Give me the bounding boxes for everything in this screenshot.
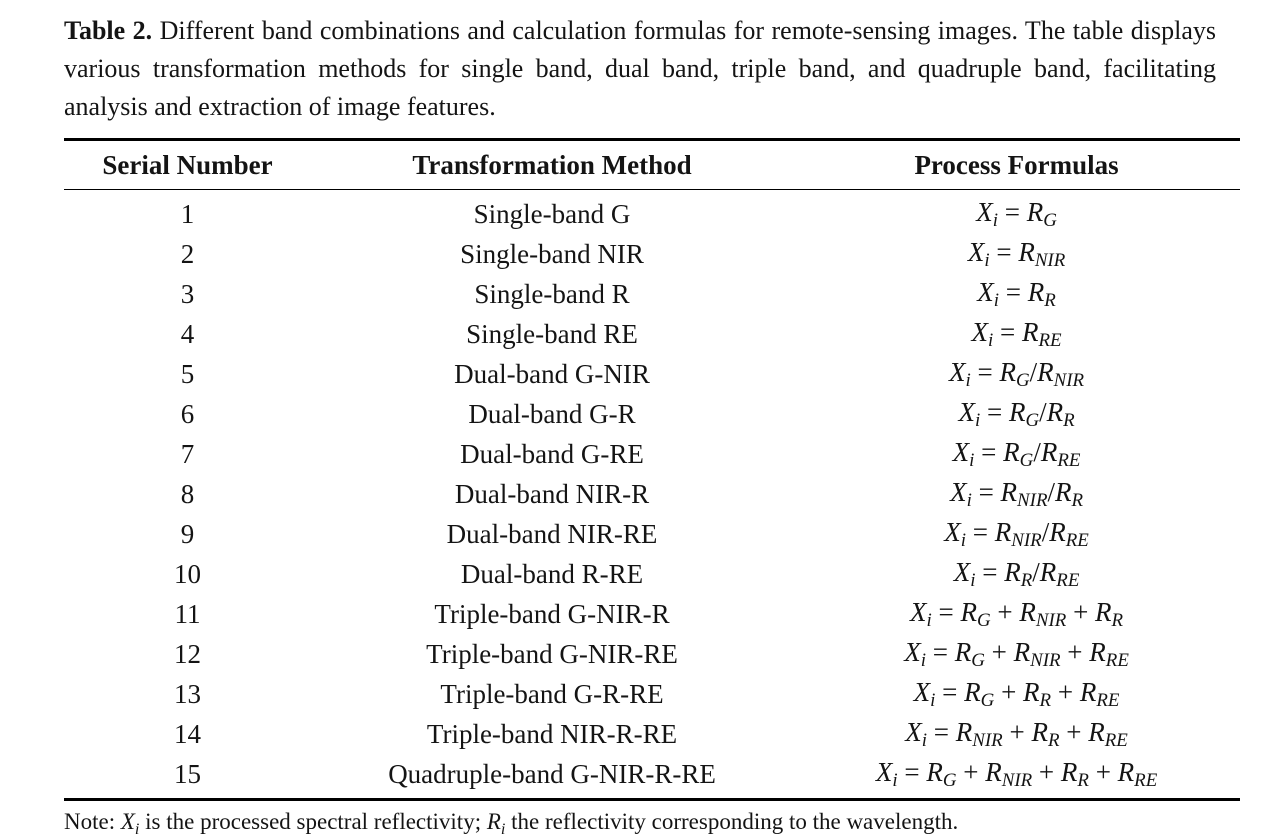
process-formula-cell: $X_i = R_{NIR} + R_R + R_{RE}$ xyxy=(905,717,1128,752)
process-formula-cell: $X_i = R_{NIR}/R_{RE}$ xyxy=(944,517,1089,552)
col-header-serial-number: Serial Number xyxy=(64,140,311,190)
table-caption xyxy=(64,12,1216,126)
band-combinations-table xyxy=(64,138,1240,801)
process-formula-cell: $X_i = R_R$ xyxy=(977,277,1056,312)
transformation-method-cell: Triple-band G-NIR-R xyxy=(434,599,670,629)
serial-number-cell: 5 xyxy=(180,359,195,389)
serial-number-cell: 10 xyxy=(173,559,201,589)
serial-number-cell: 7 xyxy=(180,439,195,469)
process-formula-cell: $X_i = R_G/R_R$ xyxy=(958,397,1075,432)
table-body xyxy=(64,190,1240,800)
transformation-method-cell: Triple-band NIR-R-RE xyxy=(426,719,678,749)
transformation-method-cell: Quadruple-band G-NIR-R-RE xyxy=(388,759,716,789)
table-row xyxy=(64,594,1240,634)
transformation-method-cell: Dual-band G-NIR xyxy=(454,359,650,389)
transformation-method-cell: Single-band G xyxy=(473,199,631,229)
table-row xyxy=(64,754,1240,800)
table-row xyxy=(64,354,1240,394)
transformation-method-cell: Dual-band R-RE xyxy=(460,559,644,589)
transformation-method-cell: Triple-band G-NIR-RE xyxy=(426,639,678,669)
transformation-method-cell: Single-band R xyxy=(474,279,630,309)
serial-number-cell: 11 xyxy=(174,599,201,629)
table-row xyxy=(64,634,1240,674)
process-formula-cell: $X_i = R_{NIR}/R_R$ xyxy=(950,477,1084,512)
process-formula-cell: $X_i = R_{RE}$ xyxy=(971,317,1062,352)
serial-number-cell: 6 xyxy=(180,399,195,429)
transformation-method-cell: Dual-band G-R xyxy=(468,399,636,429)
transformation-method-cell: Single-band NIR xyxy=(460,239,644,269)
process-formula-cell: $X_i = R_{NIR}$ xyxy=(967,237,1066,272)
caption-label: Table 2. xyxy=(64,16,153,45)
caption-text: Different band combinations and calculation formulas for remote-sensing images. The table displays various transformation methods for single band, dual band, triple band, and quadruple band, facilitating analysis and extraction of image features. xyxy=(64,16,1217,121)
serial-number-cell: 4 xyxy=(180,319,195,349)
process-formula-cell: $X_i = R_R/R_{RE}$ xyxy=(953,557,1080,592)
transformation-method-cell: Dual-band G-RE xyxy=(460,439,644,469)
table-note: Note: $X_i$ is the processed spectral reflectivity; $R_i$ the reflectivity corresponding to the wavelength. xyxy=(64,809,959,838)
process-formula-cell: $X_i = R_G/R_{RE}$ xyxy=(952,437,1081,472)
table-row xyxy=(64,554,1240,594)
table-row xyxy=(64,674,1240,714)
serial-number-cell: 8 xyxy=(180,479,195,509)
col-header-process-formulas: Process Formulas xyxy=(793,140,1240,190)
table-row xyxy=(64,434,1240,474)
table-row xyxy=(64,314,1240,354)
table-row xyxy=(64,514,1240,554)
transformation-method-cell: Single-band RE xyxy=(466,319,638,349)
table-row xyxy=(64,394,1240,434)
table-row xyxy=(64,274,1240,314)
process-formula-cell: $X_i = R_G + R_{NIR} + R_{RE}$ xyxy=(904,637,1129,672)
transformation-method-cell: Dual-band NIR-RE xyxy=(446,519,658,549)
process-formula-cell: $X_i = R_G + R_{NIR} + R_R$ xyxy=(910,597,1124,632)
serial-number-cell: 1 xyxy=(180,199,195,229)
serial-number-cell: 3 xyxy=(180,279,195,309)
serial-number-cell: 15 xyxy=(173,759,201,789)
table-row xyxy=(64,234,1240,274)
transformation-method-cell: Dual-band NIR-R xyxy=(454,479,650,509)
process-formula-cell: $X_i = R_G$ xyxy=(976,197,1057,232)
table-row xyxy=(64,474,1240,514)
serial-number-cell: 9 xyxy=(180,519,195,549)
table-row xyxy=(64,714,1240,754)
table-row xyxy=(64,190,1240,235)
process-formula-cell: $X_i = R_G/R_{NIR}$ xyxy=(949,357,1085,392)
process-formula-cell: $X_i = R_G + R_{NIR} + R_R + R_{RE}$ xyxy=(875,757,1158,792)
serial-number-cell: 13 xyxy=(173,679,201,709)
table-header-row xyxy=(64,140,1240,190)
col-header-transformation-method: Transformation Method xyxy=(311,140,793,190)
serial-number-cell: 12 xyxy=(173,639,201,669)
process-formula-cell: $X_i = R_G + R_R + R_{RE}$ xyxy=(913,677,1120,712)
serial-number-cell: 14 xyxy=(173,719,201,749)
transformation-method-cell: Triple-band G-R-RE xyxy=(440,679,664,709)
serial-number-cell: 2 xyxy=(180,239,195,269)
